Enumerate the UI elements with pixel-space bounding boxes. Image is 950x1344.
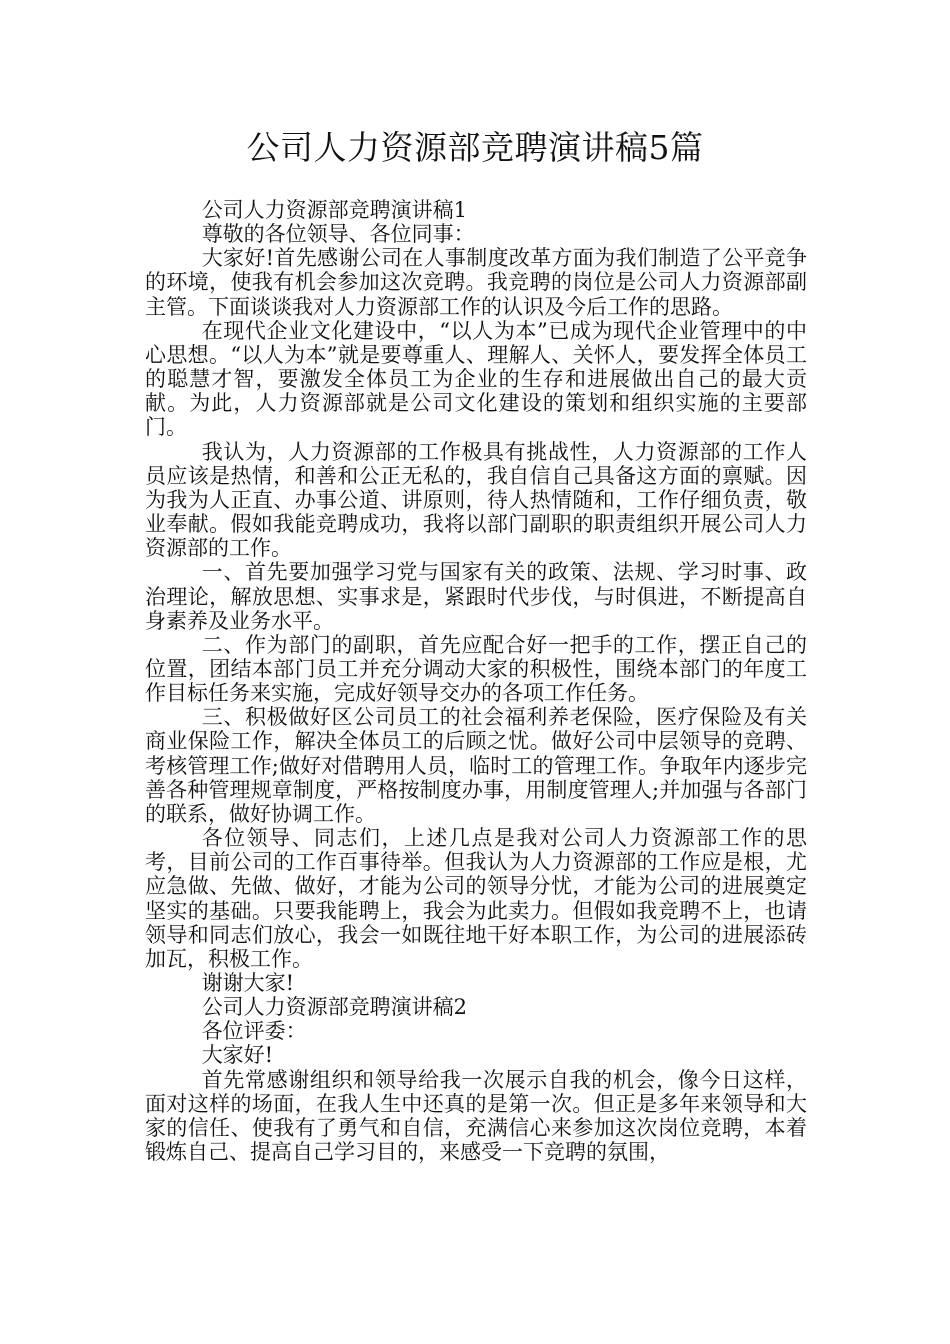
speech-heading-2: 公司人力资源部竞聘演讲稿2 — [201, 995, 468, 1020]
salutation: 各位评委： — [201, 1019, 307, 1044]
document-title: 公司人力资源部竞聘演讲稿5篇 — [246, 128, 704, 167]
speech-heading-1: 公司人力资源部竞聘演讲稿1 — [201, 198, 468, 222]
paragraph: 在现代企业文化建设中，“以人为本”已成为现代企业管理中的中心思想。“以人为本”就是要尊重人、理解人、关怀人，要发挥全体员工的聪慧才智，要激发全体员工为企业的生存和进展做出自己的最大贡献。为此，人力资源部就是公司文化建设的策划和组织实施的主要部门。 — [145, 318, 807, 440]
paragraph: 各位领导、同志们，上述几点是我对公司人力资源部工作的思考，目前公司的工作百事待举。但我认为人力资源部的工作应是根，尤应急做、先做、做好，才能为公司的领导分忧，才能为公司的进展奠定坚实的基础。只要我能聘上，我会为此卖力。但假如我竞聘不上，也请领导和同志们放心，我会一如既往地干好本职工作，为公司的进展添砖加瓦，积极工作。 — [145, 826, 807, 971]
paragraph: 大家好!首先感谢公司在人事制度改革方面为我们制造了公平竞争的环境，使我有机会参加这次竞聘。我竞聘的岗位是公司人力资源部副主管。下面谈谈我对人力资源部工作的认识及今后工作的思路。 — [145, 246, 807, 319]
closing-thanks: 谢谢大家! — [201, 971, 295, 995]
paragraph: 一、首先要加强学习党与国家有关的政策、法规、学习时事、政治理论，解放思想、实事求是，紧跟时代步伐，与时俱进，不断提高自身素养及业务水平。 — [145, 560, 807, 633]
greeting: 大家好! — [201, 1043, 274, 1068]
paragraph: 首先常感谢组织和领导给我一次展示自我的机会，像今日这样，面对这样的场面，在我人生中还真的是第一次。但正是多年来领导和大家的信任、使我有了勇气和自信，充满信心来参加这次岗位竞聘，本着锻炼自己、提高自己学习目的，来感受一下竞聘的氛围， — [145, 1067, 807, 1165]
paragraph: 二、作为部门的副职，首先应配合好一把手的工作，摆正自己的位置，团结本部门员工并充分调动大家的积极性，围绕本部门的年度工作目标任务来实施，完成好领导交办的各项工作任务。 — [145, 632, 807, 706]
salutation: 尊敬的各位领导、各位同事： — [201, 222, 475, 247]
document-body — [145, 198, 807, 1164]
paragraph: 三、积极做好区公司员工的社会福利养老保险，医疗保险及有关商业保险工作，解决全体员工的后顾之忧。做好公司中层领导的竞聘、考核管理工作;做好对借聘用人员，临时工的管理工作。争取年内逐步完善各种管理规章制度，严格按制度办事，用制度管理人;并加强与各部门的联系，做好协调工作。 — [145, 705, 807, 826]
paragraph: 我认为，人力资源部的工作极具有挑战性，人力资源部的工作人员应该是热情，和善和公正无私的，我自信自己具备这方面的禀赋。因为我为人正直、办事公道、讲原则，待人热情随和，工作仔细负责，敬业奉献。假如我能竞聘成功，我将以部门副职的职责组织开展公司人力资源部的工作。 — [145, 439, 807, 561]
